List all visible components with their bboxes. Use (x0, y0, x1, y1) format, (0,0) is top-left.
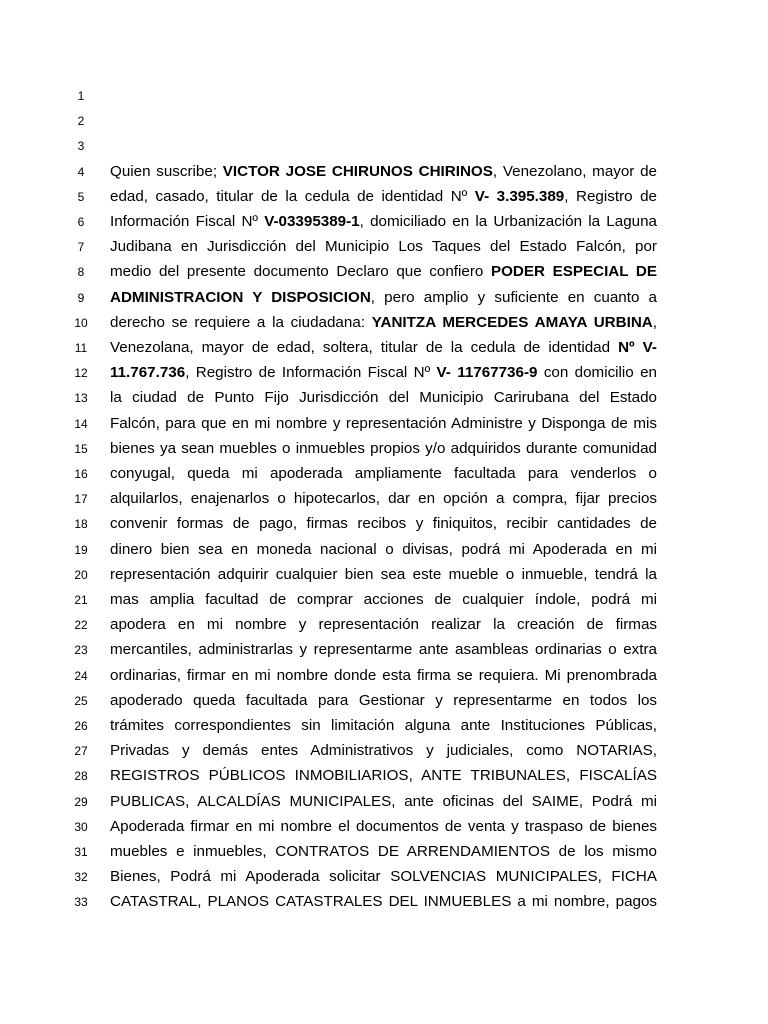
bold-text: V- 3.395.389 (474, 187, 565, 205)
line-number: 18 (74, 517, 88, 532)
text-segment: muebles e inmuebles, CONTRATOS DE ARRENDAMIENTOS de los mismo (110, 843, 657, 860)
bold-text: Nº V- (618, 339, 657, 356)
text-segment: REGISTROS PÚBLICOS INMOBILIARIOS, ANTE TRIBUNALES, FISCALÍAS (110, 767, 657, 785)
line-text (110, 511, 657, 536)
line-text (110, 310, 657, 335)
document-line (0, 411, 768, 436)
document-line (0, 562, 768, 587)
document-line (0, 637, 768, 662)
line-number: 7 (77, 240, 85, 255)
line-number: 23 (74, 643, 88, 658)
line-text (110, 612, 657, 637)
document-line (0, 713, 768, 738)
text-segment: con domicilio en (537, 364, 657, 382)
text-segment: CATASTRAL, PLANOS CATASTRALES DEL INMUEBLES a mi nombre, pagos (110, 893, 657, 911)
line-number: 12 (74, 366, 88, 381)
line-number: 3 (77, 139, 85, 154)
line-text (110, 864, 657, 889)
document-line (0, 511, 768, 536)
line-number: 32 (74, 870, 88, 885)
bold-text: V- 11767736-9 (436, 364, 538, 382)
text-segment: , Registro de Información Fiscal Nº (185, 364, 437, 382)
text-segment: derecho se requiere a la ciudadana: (110, 313, 372, 331)
document-line (0, 259, 768, 284)
bold-text: VICTOR JOSE CHIRUNOS CHIRINOS (222, 162, 493, 180)
bold-text: V-03395389-1 (264, 213, 360, 230)
line-text (110, 285, 657, 310)
text-segment: edad, casado, titular de la cedula de identidad Nº (110, 187, 475, 205)
text-segment: medio del presente documento Declaro que confiero (110, 263, 491, 281)
line-text (110, 184, 657, 209)
line-text (110, 259, 657, 284)
line-text (110, 763, 657, 788)
line-number: 22 (74, 618, 88, 633)
document-line (0, 436, 768, 461)
document-line (0, 83, 768, 108)
bold-text: YANITZA MERCEDES AMAYA URBINA (371, 313, 653, 331)
line-text (110, 335, 657, 360)
text-segment: mas amplia facultad de comprar acciones de cualquier índole, podrá mi (110, 591, 657, 608)
document-line (0, 461, 768, 486)
document-line (0, 108, 768, 133)
text-segment: , Venezolano, mayor de (492, 162, 657, 180)
line-number: 16 (74, 467, 88, 481)
document-line (0, 663, 768, 688)
line-text (110, 486, 657, 511)
line-number: 1 (77, 89, 85, 103)
line-number: 28 (74, 769, 88, 784)
text-segment: apodera en mi nombre y representación realizar la creación de firmas (110, 616, 657, 634)
document-line (0, 285, 768, 310)
document-line (0, 688, 768, 713)
text-segment: , Registro de (564, 187, 657, 205)
bold-text: ADMINISTRACION Y DISPOSICION (110, 288, 371, 306)
document-line (0, 789, 768, 814)
line-number: 29 (74, 794, 88, 809)
text-segment: Falcón, para que en mi nombre y representación Administre y Disponga de mis (110, 414, 657, 432)
text-segment: PUBLICAS, ALCALDÍAS MUNICIPALES, ante oficinas del SAIME, Podrá mi (110, 792, 657, 810)
line-text (110, 663, 657, 688)
line-number: 10 (74, 315, 88, 330)
line-text (110, 637, 657, 662)
text-segment: trámites correspondientes sin limitación alguna ante Instituciones Públicas, (110, 717, 657, 734)
line-text (110, 385, 657, 410)
text-segment: convenir formas de pago, firmas recibos y finiquitos, recibir cantidades de (110, 515, 657, 533)
line-number: 14 (74, 416, 88, 431)
document-line (0, 864, 768, 889)
document-line (0, 612, 768, 637)
line-number: 25 (74, 693, 88, 708)
text-segment: , domiciliado en la Urbanización la Laguna (359, 213, 657, 230)
line-number: 6 (77, 215, 85, 229)
line-number: 31 (74, 845, 88, 859)
text-segment: la ciudad de Punto Fijo Jurisdicción del Municipio Carirubana del Estado (110, 389, 657, 407)
line-text (110, 209, 657, 234)
line-text (110, 587, 657, 612)
line-number: 11 (74, 341, 88, 355)
document-line (0, 133, 768, 158)
text-segment: apoderado queda facultada para Gestionar y representarme en todos los (110, 691, 657, 709)
document-line (0, 234, 768, 259)
line-number: 21 (74, 593, 88, 607)
document-line (0, 310, 768, 335)
text-segment: alquilarlos, enajenarlos o hipotecarlos, dar en opción a compra, fijar precios (110, 490, 657, 508)
line-text (110, 436, 657, 461)
line-number: 15 (74, 441, 88, 456)
text-segment: Bienes, Podrá mi Apoderada solicitar SOLVENCIAS MUNICIPALES, FICHA (110, 868, 657, 886)
document-line (0, 385, 768, 410)
line-text (110, 461, 657, 486)
line-text (110, 789, 657, 814)
document-line (0, 209, 768, 234)
line-number: 20 (74, 567, 88, 582)
document-line (0, 814, 768, 839)
line-number: 33 (74, 895, 88, 910)
document-line (0, 159, 768, 184)
line-number: 2 (77, 114, 85, 129)
text-segment: Venezolana, mayor de edad, soltera, titular de la cedula de identidad (110, 339, 619, 356)
line-text (110, 839, 657, 864)
line-number: 8 (77, 265, 85, 280)
line-text (110, 411, 657, 436)
document-line (0, 763, 768, 788)
line-number: 4 (77, 164, 85, 179)
document-line (0, 537, 768, 562)
text-segment: representación adquirir cualquier bien sea este mueble o inmueble, tendrá la (110, 565, 657, 583)
document-line (0, 335, 768, 360)
document-line (0, 486, 768, 511)
text-segment: Judibana en Jurisdicción del Municipio Los Taques del Estado Falcón, por (110, 238, 657, 256)
document-line (0, 360, 768, 385)
line-text (110, 738, 657, 763)
line-number: 17 (74, 492, 88, 507)
text-segment: , (652, 313, 657, 331)
document-line (0, 839, 768, 864)
text-segment: Apoderada firmar en mi nombre el documentos de venta y traspaso de bienes (110, 817, 657, 835)
text-segment: dinero bien sea en moneda nacional o divisas, podrá mi Apoderada en mi (110, 540, 657, 558)
line-number: 13 (74, 391, 88, 406)
line-number: 9 (77, 290, 85, 305)
bold-text: PODER ESPECIAL DE (490, 263, 657, 281)
text-segment: mercantiles, administrarlas y representarme ante asambleas ordinarias o extra (110, 641, 657, 659)
line-text (110, 159, 657, 184)
text-segment: ordinarias, firmar en mi nombre donde esta firma se requiera. Mi prenombrada (110, 666, 657, 684)
line-text (110, 562, 657, 587)
line-text (110, 814, 657, 839)
line-number: 19 (74, 542, 88, 557)
line-text (110, 537, 657, 562)
bold-text: 11.767.736 (110, 364, 186, 382)
text-segment: , pero amplio y suficiente en cuanto a (370, 288, 657, 306)
line-text (110, 688, 657, 713)
line-number: 27 (74, 744, 88, 759)
line-number: 26 (74, 719, 88, 733)
line-text (110, 234, 657, 259)
text-segment: Privadas y demás entes Administrativos y judiciales, como NOTARIAS, (110, 742, 657, 760)
text-segment: bienes ya sean muebles o inmuebles propios y/o adquiridos durante comunidad (110, 439, 657, 457)
line-text (110, 360, 657, 385)
line-text (110, 889, 657, 914)
line-number: 5 (77, 189, 85, 204)
document-line (0, 184, 768, 209)
line-number: 30 (74, 819, 88, 834)
line-text (110, 713, 657, 738)
text-segment: conyugal, queda mi apoderada ampliamente facultada para venderlos o (110, 465, 657, 482)
line-number: 24 (74, 668, 88, 683)
text-segment: Quien suscribe; (110, 162, 223, 180)
document-line (0, 738, 768, 763)
document-line (0, 587, 768, 612)
text-segment: Información Fiscal Nº (110, 213, 265, 230)
document-line (0, 889, 768, 914)
